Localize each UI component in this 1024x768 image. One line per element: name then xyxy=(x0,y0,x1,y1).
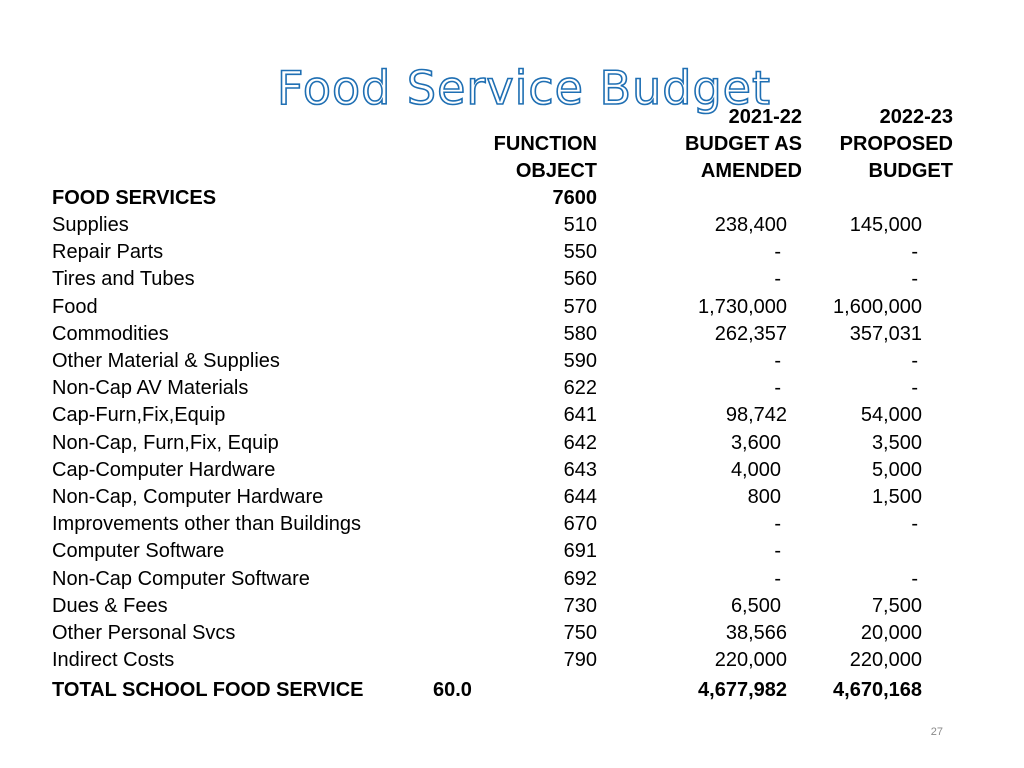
total-code: 60.0 xyxy=(433,679,472,701)
row-object-code: 643 xyxy=(563,458,597,481)
header-line: FUNCTION xyxy=(493,133,597,155)
row-value-2021-22: 38,566 xyxy=(725,622,787,644)
row-value-2022-23: 54,000 xyxy=(860,404,922,427)
row-value-2021-22: 98,742 xyxy=(725,404,787,427)
row-value-2021-22: - xyxy=(774,241,781,264)
row-value-2021-22: 4,000 xyxy=(730,458,781,481)
table-row xyxy=(0,266,1024,293)
row-object-code: 590 xyxy=(563,350,597,372)
row-object-code: 692 xyxy=(563,567,597,590)
header-line: AMENDED xyxy=(700,160,802,182)
header-line: 2021-22 xyxy=(728,106,802,128)
row-value-2022-23: - xyxy=(911,377,918,400)
row-label: Computer Software xyxy=(52,540,225,563)
header-function-object xyxy=(494,131,597,185)
row-object-code: 641 xyxy=(563,404,597,427)
table-row xyxy=(0,457,1024,484)
table-row xyxy=(0,239,1024,266)
table-row xyxy=(0,538,1024,565)
total-2022-23: 4,670,168 xyxy=(833,679,922,701)
section-label: FOOD SERVICES xyxy=(52,187,217,209)
total-label: TOTAL SCHOOL FOOD SERVICE xyxy=(52,679,364,701)
row-value-2021-22: 238,400 xyxy=(714,214,787,236)
page-title: Food Service Budget xyxy=(277,61,772,115)
row-value-2021-22: - xyxy=(774,350,781,372)
row-object-code: 550 xyxy=(563,241,597,264)
row-label: Other Material & Supplies xyxy=(52,350,280,372)
row-label: Cap-Furn,Fix,Equip xyxy=(52,404,226,427)
table-row xyxy=(0,321,1024,348)
table-row xyxy=(0,647,1024,674)
row-object-code: 730 xyxy=(563,594,597,617)
row-object-code: 560 xyxy=(563,268,597,291)
row-value-2022-23: - xyxy=(911,241,918,264)
row-label: Improvements other than Buildings xyxy=(52,513,362,536)
table-row xyxy=(0,484,1024,511)
row-value-2021-22: 262,357 xyxy=(714,322,787,345)
row-value-2022-23: - xyxy=(911,350,918,372)
row-value-2021-22: - xyxy=(774,377,781,400)
row-value-2022-23: 220,000 xyxy=(849,649,922,672)
table-row xyxy=(0,566,1024,593)
header-budget-2021-22 xyxy=(685,104,802,185)
row-label: Supplies xyxy=(52,214,129,236)
row-object-code: 622 xyxy=(563,377,597,400)
row-value-2021-22: 220,000 xyxy=(714,649,787,672)
row-label: Non-Cap AV Materials xyxy=(52,377,249,400)
row-object-code: 750 xyxy=(563,622,597,644)
row-value-2021-22: 3,600 xyxy=(730,431,781,454)
section-row-food-services xyxy=(0,185,1024,212)
row-label: Non-Cap, Furn,Fix, Equip xyxy=(52,431,279,454)
table-row xyxy=(0,294,1024,321)
row-value-2022-23: 5,000 xyxy=(871,458,922,481)
total-row xyxy=(0,677,1024,704)
row-value-2021-22: 800 xyxy=(747,486,781,508)
row-label: Tires and Tubes xyxy=(52,268,195,291)
header-line: PROPOSED xyxy=(839,133,953,155)
row-label: Non-Cap Computer Software xyxy=(52,567,310,590)
row-value-2022-23: 20,000 xyxy=(860,622,922,644)
table-row xyxy=(0,593,1024,620)
row-value-2021-22: 1,730,000 xyxy=(698,295,787,318)
row-label: Dues & Fees xyxy=(52,594,168,617)
row-label: Cap-Computer Hardware xyxy=(52,458,276,481)
row-value-2022-23: 145,000 xyxy=(849,214,922,236)
row-object-code: 580 xyxy=(563,322,597,345)
row-object-code: 790 xyxy=(563,649,597,672)
header-line: BUDGET AS xyxy=(684,133,802,155)
header-budget-2022-23 xyxy=(840,104,953,185)
table-row xyxy=(0,511,1024,538)
row-object-code: 642 xyxy=(563,431,597,454)
row-value-2021-22: - xyxy=(774,513,781,536)
row-value-2022-23: - xyxy=(911,268,918,291)
row-value-2021-22: - xyxy=(774,567,781,590)
row-value-2022-23: - xyxy=(911,513,918,536)
row-object-code: 670 xyxy=(563,513,597,536)
row-object-code: 570 xyxy=(563,295,597,318)
row-object-code: 644 xyxy=(563,486,597,508)
row-label: Food xyxy=(52,295,98,318)
row-object-code: 510 xyxy=(563,214,597,236)
table-row xyxy=(0,430,1024,457)
row-object-code: 691 xyxy=(563,540,597,563)
table-row xyxy=(0,348,1024,375)
row-label: Other Personal Svcs xyxy=(52,622,236,644)
table-row xyxy=(0,212,1024,239)
table-row xyxy=(0,402,1024,429)
row-label: Repair Parts xyxy=(52,241,164,264)
header-line: OBJECT xyxy=(515,160,597,182)
row-value-2021-22: - xyxy=(774,540,781,563)
row-label: Commodities xyxy=(52,322,169,345)
total-2021-22: 4,677,982 xyxy=(698,679,787,701)
row-value-2022-23: 7,500 xyxy=(871,594,922,617)
header-line: BUDGET xyxy=(868,160,953,182)
row-value-2022-23: 357,031 xyxy=(849,322,922,345)
header-line: 2022-23 xyxy=(879,106,953,128)
table-row xyxy=(0,375,1024,402)
row-label: Indirect Costs xyxy=(52,649,175,672)
row-value-2022-23: 1,500 xyxy=(871,486,922,508)
section-code: 7600 xyxy=(552,187,597,209)
row-label: Non-Cap, Computer Hardware xyxy=(52,486,324,508)
row-value-2021-22: - xyxy=(774,268,781,291)
row-value-2022-23: - xyxy=(911,567,918,590)
page-number: 27 xyxy=(930,726,943,738)
row-value-2022-23: 3,500 xyxy=(871,431,922,454)
row-value-2022-23: 1,600,000 xyxy=(833,295,922,318)
row-value-2021-22: 6,500 xyxy=(730,594,781,617)
table-row xyxy=(0,620,1024,647)
